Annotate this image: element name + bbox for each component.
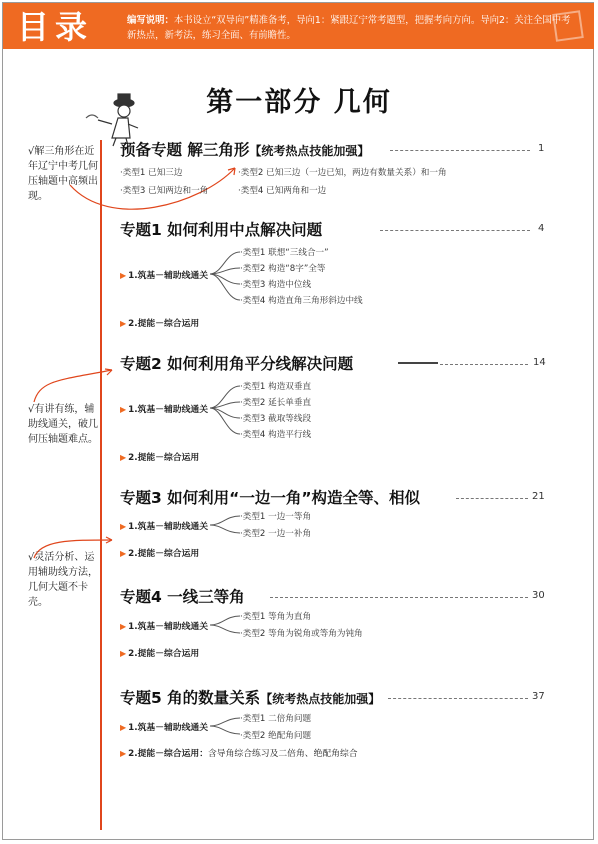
page-number: 4 — [538, 223, 545, 234]
timeline-rule — [100, 140, 102, 830]
type-item[interactable]: ·类型4 构造直角三角形斜边中线 — [240, 296, 363, 306]
page-number: 1 — [538, 143, 545, 154]
editor-note-lead: 编写说明： — [127, 15, 174, 26]
type-item[interactable]: ·类型1 联想“三线合一” — [240, 248, 329, 258]
branch-label: ▶ 1.筑基－辅助线通关 — [120, 522, 208, 532]
branch-label: ▶ 1.筑基－辅助线通关 — [120, 405, 208, 415]
type-item[interactable]: ·类型1 等角为直角 — [240, 612, 312, 622]
topic-title-text: 预备专题 解三角形 — [120, 141, 250, 159]
leader-line — [380, 230, 530, 231]
type-item[interactable]: ·类型2 等角为锐角或等角为钝角 — [240, 629, 363, 639]
branch-label: ▶ 1.筑基－辅助线通关 — [120, 622, 208, 632]
topic-title[interactable]: 专题3 如何利用“一边一角”构造全等、相似 — [120, 489, 421, 507]
branch-label: ▶ 2.提能－综合运用 — [120, 649, 200, 659]
type-item[interactable]: ·类型3 已知两边和一角 — [120, 186, 209, 196]
contents-title: 目录 — [17, 8, 94, 46]
topic-title[interactable]: 专题4 一线三等角 — [120, 588, 245, 606]
side-note-2: √有讲有练，辅助线通关，破几何压轴题难点。 — [28, 404, 98, 445]
branch-extra: 含导角综合练习及二倍角、绝配角综合 — [208, 749, 358, 759]
type-item[interactable]: ·类型1 构造双垂直 — [240, 382, 312, 392]
type-item[interactable]: ·类型1 二倍角问题 — [240, 714, 312, 724]
branch-label: ▶ 2.提能－综合运用：含导角综合练习及二倍角、绝配角综合 — [120, 749, 358, 759]
type-item[interactable]: ·类型4 构造平行线 — [240, 430, 312, 440]
side-note-1: √解三角形在近年辽宁中考几何压轴题中高频出现。 — [28, 146, 98, 202]
page-number: 30 — [532, 590, 545, 601]
page-number: 21 — [532, 491, 545, 502]
branch-label: ▶ 2.提能－综合运用 — [120, 319, 200, 329]
topic-tag: 【统考热点技能加强】 — [260, 692, 381, 706]
side-note-3: √灵活分析、运用辅助线方法，几何大题不卡壳。 — [28, 552, 98, 608]
type-item[interactable]: ·类型2 延长单垂直 — [240, 398, 312, 408]
topic-title[interactable]: 专题2 如何利用角平分线解决问题 — [120, 355, 354, 373]
type-item[interactable]: ·类型2 构造“8字”全等 — [240, 264, 326, 274]
branch-label: ▶ 1.筑基－辅助线通关 — [120, 271, 208, 281]
leader-line — [388, 698, 528, 699]
page-number: 14 — [533, 357, 546, 368]
type-item[interactable]: ·类型1 已知三边 — [120, 168, 183, 178]
page-number: 37 — [532, 691, 545, 702]
branch-label: ▶ 2.提能－综合运用 — [120, 453, 200, 463]
topic-title[interactable]: 专题1 如何利用中点解决问题 — [120, 221, 323, 239]
topic-title[interactable] — [120, 686, 380, 708]
branch-label: ▶ 1.筑基－辅助线通关 — [120, 723, 208, 733]
part-title: 第一部分 几何 — [206, 87, 392, 118]
topic-title-text: 专题5 角的数量关系 — [120, 689, 261, 707]
type-item[interactable]: ·类型3 构造中位线 — [240, 280, 312, 290]
editor-note-text: 本书设立“双导向”精准备考，导向1：紧跟辽宁常考题型，把握考向方向。导向2：关注全国中考新热点，新考法，练习全面、有前瞻性。 — [127, 15, 571, 41]
leader-line — [398, 362, 438, 364]
type-item[interactable]: ·类型2 已知三边（一边已知，两边有数量关系）和一角 — [238, 168, 447, 178]
leader-line — [270, 597, 528, 598]
leader-line — [440, 364, 528, 365]
branch-label: ▶ 2.提能－综合运用 — [120, 549, 200, 559]
type-item[interactable]: ·类型2 一边一补角 — [240, 529, 312, 539]
leader-line — [390, 150, 530, 151]
type-item[interactable]: ·类型4 已知两角和一边 — [238, 186, 327, 196]
type-item[interactable]: ·类型3 截取等线段 — [240, 414, 312, 424]
leader-line — [456, 498, 528, 499]
type-item[interactable]: ·类型2 绝配角问题 — [240, 731, 312, 741]
topic-title[interactable] — [120, 138, 369, 160]
type-item[interactable]: ·类型1 一边一等角 — [240, 512, 312, 522]
topic-tag: 【统考热点技能加强】 — [249, 144, 370, 158]
